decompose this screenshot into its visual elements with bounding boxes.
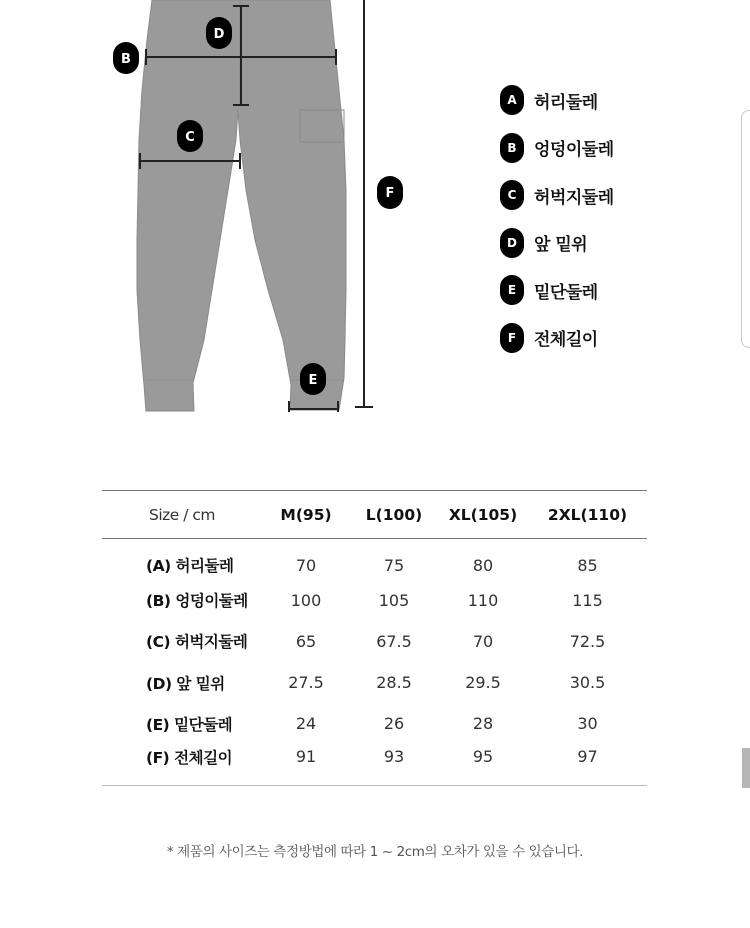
table-cell: 28.5 bbox=[376, 673, 412, 693]
legend-item bbox=[500, 322, 730, 354]
badge-c bbox=[177, 120, 203, 152]
legend-label: 앞 밑위 bbox=[534, 235, 588, 256]
table-row bbox=[102, 662, 647, 703]
table-header-row bbox=[102, 491, 647, 539]
legend-label: 허리둘레 bbox=[534, 92, 598, 113]
svg-text:E: E bbox=[308, 373, 318, 388]
legend-badge: A bbox=[500, 85, 524, 115]
table-cell: 67.5 bbox=[376, 631, 412, 651]
table-cell: 27.5 bbox=[288, 673, 324, 693]
svg-text:C: C bbox=[185, 130, 195, 145]
table-cell: 91 bbox=[262, 744, 350, 785]
legend-badge: E bbox=[500, 275, 524, 305]
table-cell: 93 bbox=[350, 744, 438, 785]
table-row bbox=[102, 744, 647, 785]
legend-badge: B bbox=[500, 133, 524, 163]
badge-e bbox=[300, 363, 326, 395]
table-cell: 100 bbox=[290, 590, 322, 610]
legend-label: 전체길이 bbox=[534, 330, 598, 351]
table-cell: 70 bbox=[295, 555, 317, 575]
row-label: (C) 허벅지둘레 bbox=[146, 633, 248, 652]
table-row bbox=[102, 621, 647, 662]
badge-b bbox=[113, 42, 139, 74]
table-cell: 29.5 bbox=[465, 673, 501, 693]
table-header-col: M(95) bbox=[262, 491, 350, 539]
legend-item bbox=[500, 274, 730, 306]
table-cell: 28 bbox=[472, 714, 494, 734]
table-cell: 70 bbox=[472, 631, 494, 651]
table-cell: 115 bbox=[572, 590, 603, 610]
svg-text:F: F bbox=[385, 186, 395, 201]
table-header-col: XL(105) bbox=[438, 491, 528, 539]
row-label: (D) 앞 밑위 bbox=[146, 674, 225, 693]
measurement-legend bbox=[500, 84, 730, 370]
table-cell: 110 bbox=[467, 590, 499, 610]
row-label: (F) 전체길이 bbox=[102, 744, 262, 785]
legend-item bbox=[500, 227, 730, 259]
table-row bbox=[102, 580, 647, 621]
size-table bbox=[102, 490, 647, 786]
table-cell: 26 bbox=[383, 714, 405, 734]
table-cell: 30.5 bbox=[569, 673, 606, 693]
scrollbar-thumb[interactable] bbox=[742, 748, 750, 788]
badge-d bbox=[206, 17, 232, 49]
legend-item bbox=[500, 132, 730, 164]
svg-text:D: D bbox=[213, 27, 225, 42]
legend-label: 엉덩이둘레 bbox=[534, 140, 614, 161]
row-label: (E) 밑단둘레 bbox=[146, 715, 233, 734]
legend-label: 밑단둘레 bbox=[534, 282, 598, 303]
svg-text:B: B bbox=[121, 52, 131, 67]
table-cell: 95 bbox=[438, 744, 528, 785]
table-cell: 80 bbox=[472, 555, 494, 575]
legend-badge: C bbox=[500, 180, 524, 210]
table-cell: 72.5 bbox=[569, 631, 606, 651]
measurement-note: * 제품의 사이즈는 측정방법에 따라 1 ~ 2cm의 오차가 있을 수 있습니다. bbox=[166, 844, 584, 860]
table-cell: 65 bbox=[295, 631, 317, 651]
table-cell: 30 bbox=[577, 714, 598, 734]
legend-label: 허벅지둘레 bbox=[534, 187, 614, 208]
row-label: (B) 엉덩이둘레 bbox=[146, 592, 248, 611]
table-cell: 75 bbox=[383, 555, 405, 575]
table-header-col: 2XL(110) bbox=[528, 491, 647, 539]
table-row bbox=[102, 703, 647, 744]
legend-item bbox=[500, 84, 730, 116]
legend-badge: D bbox=[500, 228, 524, 258]
table-cell: 105 bbox=[378, 590, 410, 610]
table-row bbox=[102, 539, 647, 580]
side-panel-tab[interactable] bbox=[741, 110, 750, 348]
table-header-size-label: Size / cm bbox=[102, 491, 262, 539]
row-label: (A) 허리둘레 bbox=[146, 557, 234, 576]
badge-f bbox=[377, 176, 403, 209]
table-cell: 97 bbox=[528, 744, 647, 785]
table-header-col: L(100) bbox=[350, 491, 438, 539]
legend-item bbox=[500, 179, 730, 211]
legend-badge: F bbox=[500, 323, 524, 353]
table-cell: 85 bbox=[577, 555, 598, 575]
table-cell: 24 bbox=[295, 714, 317, 734]
